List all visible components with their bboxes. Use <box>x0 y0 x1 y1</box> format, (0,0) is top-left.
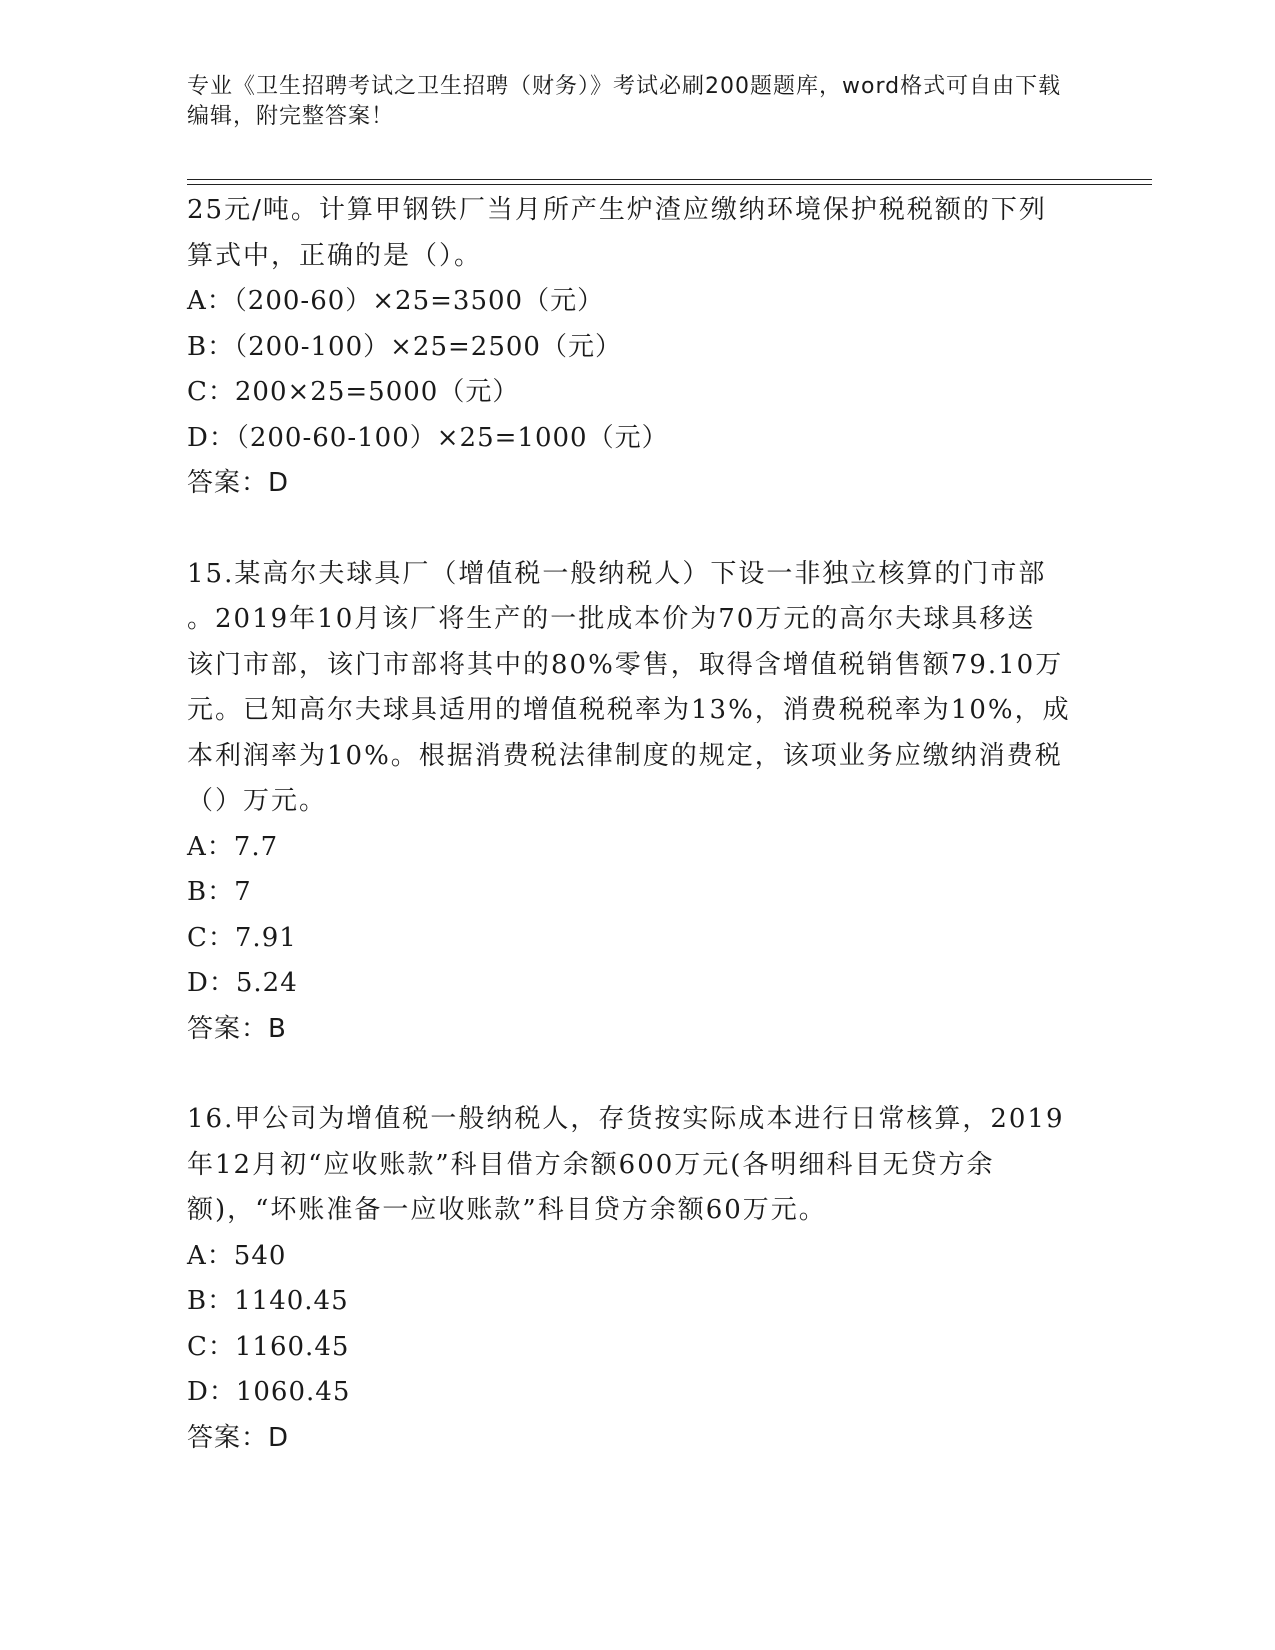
option-d: D：1060.45 <box>187 1377 351 1407</box>
question-block <box>187 1097 1087 1461</box>
question-stem-line: 。2019年10月该厂将生产的一批成本价为70万元的高尔夫球具移送 <box>187 604 1036 634</box>
question-stem-line: 元。已知高尔夫球具适用的增值税税率为13%，消费税税率为10%，成 <box>187 695 1071 725</box>
option-c: C：200×25=5000（元） <box>187 377 520 407</box>
question-stem-line: 25元/吨。计算甲钢铁厂当月所产生炉渣应缴纳环境保护税税额的下列 <box>187 195 1047 225</box>
option-a: A：540 <box>187 1240 287 1271</box>
document-header: 专业《卫生招聘考试之卫生招聘（财务）》考试必刷200题题库，word格式可自由下载编辑，附完整答案！ <box>187 74 1062 129</box>
option-d: D：（200-60-100）×25=1000（元） <box>187 422 669 453</box>
question-stem-line: 额)，“坏账准备一应收账款”科目贷方余额60万元。 <box>187 1195 827 1225</box>
answer-line: 答案：D <box>187 1422 290 1453</box>
question-stem-line: 15.某高尔夫球具厂（增值税一般纳税人）下设一非独立核算的门市部 <box>187 558 1047 589</box>
option-b: B：1140.45 <box>187 1286 349 1316</box>
option-b: B：（200-100）×25=2500（元） <box>187 331 622 362</box>
question-stem-line: 16.甲公司为增值税一般纳税人，存货按实际成本进行日常核算，2019 <box>187 1104 1065 1134</box>
option-a: A：7.7 <box>187 831 279 862</box>
question-stem-line: 年12月初“应收账款”科目借方余额600万元(各明细科目无贷方余 <box>187 1149 995 1180</box>
header-divider-top <box>187 179 1152 180</box>
question-block <box>187 552 1087 1053</box>
answer-line: 答案：D <box>187 468 290 498</box>
question-stem-line: 算式中，正确的是（）。 <box>187 240 483 271</box>
answer-line: 答案：B <box>187 1013 287 1044</box>
spacer <box>187 1052 1087 1097</box>
question-stem-line: 本利润率为10%。根据消费税法律制度的规定，该项业务应缴纳消费税 <box>187 740 1063 771</box>
option-c: C：7.91 <box>187 922 297 953</box>
option-d: D：5.24 <box>187 968 298 998</box>
header-divider-bottom <box>187 184 1152 185</box>
question-block <box>187 188 1087 507</box>
question-stem-line: （）万元。 <box>187 786 328 816</box>
question-list <box>187 188 1087 1461</box>
spacer <box>187 507 1087 552</box>
option-a: A：（200-60）×25=3500（元） <box>187 286 605 316</box>
question-stem-line: 该门市部，该门市部将其中的80%零售，取得含增值税销售额79.10万 <box>187 649 1064 680</box>
option-c: C：1160.45 <box>187 1331 350 1362</box>
option-b: B：7 <box>187 877 252 907</box>
